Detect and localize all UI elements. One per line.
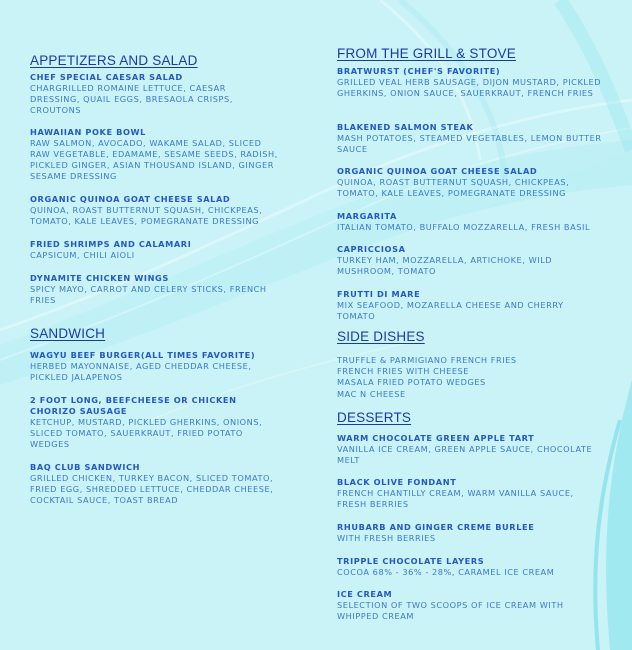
menu-item <box>337 289 602 322</box>
menu-item <box>30 194 278 227</box>
item-desc: GRILLED CHICKEN, TURKEY BACON, SLICED TOMATO, FRIED EGG, SHREDDED LETTUCE, CHEDDAR CHEESE, COCKTAIL SAUCE, TOAST BREAD <box>30 473 274 505</box>
item-desc: SPICY MAYO, CARROT AND CELERY STICKS, FRENCH FRIES <box>30 284 267 305</box>
item-desc: FRENCH CHANTILLY CREAM, WARM VANILLA SAUCE, FRESH BERRIES <box>337 488 574 509</box>
item-name: WARM CHOCOLATE GREEN APPLE TART <box>337 433 535 443</box>
side-dishes-list <box>337 355 602 400</box>
item-desc: KETCHUP, MUSTARD, PICKLED GHERKINS, ONIONS, SLICED TOMATO, SAUERKRAUT, FRIED POTATO WEDGES <box>30 417 263 449</box>
menu-item <box>337 589 602 622</box>
menu-item <box>30 350 278 383</box>
item-desc: HERBED MAYONNAISE, AGED CHEDDAR CHEESE, PICKLED JALAPENOS <box>30 361 252 382</box>
menu-item <box>337 244 602 277</box>
section-title-sides: SIDE DISHES <box>337 329 425 344</box>
item-desc: CHARGRILLED ROMAINE LETTUCE, CAESAR DRESSING, QUAIL EGGS, BRESAOLA CRISPS, CROUTONS <box>30 83 233 115</box>
item-desc: GRILLED VEAL HERB SAUSAGE, DIJON MUSTARD, PICKLED GHERKINS, ONION SAUCE, SAUERKRAUT, FRENCH FRIES <box>337 77 602 98</box>
menu-item <box>337 166 602 199</box>
list-item: TRUFFLE & PARMIGIANO FRENCH FRIES <box>337 355 517 365</box>
item-desc: COCOA 68% - 36% - 28%, CARAMEL ICE CREAM <box>337 567 555 577</box>
item-desc: QUINOA, ROAST BUTTERNUT SQUASH, CHICKPEAS, TOMATO, KALE LEAVES, POMEGRANATE DRESSING <box>30 205 263 226</box>
item-desc: SELECTION OF TWO SCOOPS OF ICE CREAM WITH WHIPPED CREAM <box>337 600 564 621</box>
item-desc: WITH FRESH BERRIES <box>337 533 436 543</box>
item-name: RHUBARB AND GINGER CREME BURLEE <box>337 522 535 532</box>
item-desc: MIX SEAFOOD, MOZARELLA CHEESE AND CHERRY TOMATO <box>337 300 564 321</box>
section-title-desserts: DESSERTS <box>337 410 412 425</box>
item-desc: VANILLA ICE CREAM, GREEN APPLE SAUCE, CHOCOLATE MELT <box>337 444 593 465</box>
item-name: BRATWURST (CHEF'S FAVORITE) <box>337 66 501 76</box>
list-item: MAC N CHEESE <box>337 388 406 399</box>
item-name: DYNAMITE CHICKEN WINGS <box>30 273 169 283</box>
menu-item <box>337 66 602 99</box>
item-desc: RAW SALMON, AVOCADO, WAKAME SALAD, SLICED RAW VEGETABLE, EDAMAME, SESAME SEEDS, RADISH, PICKLED GINGER, ASIAN THOUSAND ISLAND, GINGER SESAME DRESSING <box>30 138 278 181</box>
item-name: TRIPPLE CHOCOLATE LAYERS <box>337 556 485 566</box>
menu-item <box>30 462 278 506</box>
menu-item <box>337 556 602 578</box>
item-name: HAWAIIAN POKE BOWL <box>30 127 146 137</box>
menu-item <box>30 239 278 261</box>
menu-item <box>337 122 602 155</box>
menu-item <box>337 522 602 544</box>
menu-item <box>30 72 278 116</box>
menu-item <box>30 273 278 306</box>
item-name: CHEF SPECIAL CAESAR SALAD <box>30 72 183 82</box>
item-name: CAPRICCIOSA <box>337 244 406 254</box>
item-name: 2 FOOT LONG, BEEFCHEESE OR CHICKEN CHORIZO SAUSAGE <box>30 395 237 416</box>
list-item: MASALA FRIED POTATO WEDGES <box>337 377 486 388</box>
item-desc: ITALIAN TOMATO, BUFFALO MOZZARELLA, FRESH BASIL <box>337 222 591 232</box>
item-name: BAQ CLUB SANDWICH <box>30 462 141 472</box>
menu-item <box>30 395 278 450</box>
item-name: ICE CREAM <box>337 589 393 599</box>
item-name: BLAKENED SALMON STEAK <box>337 122 474 132</box>
menu-item <box>337 477 602 510</box>
item-name: BLACK OLIVE FONDANT <box>337 477 457 487</box>
menu-item <box>30 127 278 182</box>
section-title-grill: FROM THE GRILL & STOVE <box>337 46 516 61</box>
item-desc: TURKEY HAM, MOZZARELLA, ARTICHOKE, WILD MUSHROOM, TOMATO <box>337 255 553 276</box>
menu-item <box>337 433 602 466</box>
item-name: ORGANIC QUINOA GOAT CHEESE SALAD <box>30 194 231 204</box>
item-name: ORGANIC QUINOA GOAT CHEESE SALAD <box>337 166 538 176</box>
item-desc: QUINOA, ROAST BUTTERNUT SQUASH, CHICKPEAS, TOMATO, KALE LEAVES, POMEGRANATE DRESSING <box>337 177 570 198</box>
item-name: MARGARITA <box>337 211 397 221</box>
section-title-appetizers: APPETIZERS AND SALAD <box>30 53 198 68</box>
item-name: WAGYU BEEF BURGER(ALL TIMES FAVORITE) <box>30 350 256 360</box>
list-item: FRENCH FRIES WITH CHEESE <box>337 366 470 377</box>
item-desc: CAPSICUM, CHILI AIOLI <box>30 250 135 260</box>
item-desc: MASH POTATOES, STEAMED VEGETABLES, LEMON BUTTER SAUCE <box>337 133 602 154</box>
item-name: FRIED SHRIMPS AND CALAMARI <box>30 239 192 249</box>
menu-item <box>337 211 602 233</box>
section-title-sandwich: SANDWICH <box>30 326 106 341</box>
item-name: FRUTTI DI MARE <box>337 289 421 299</box>
